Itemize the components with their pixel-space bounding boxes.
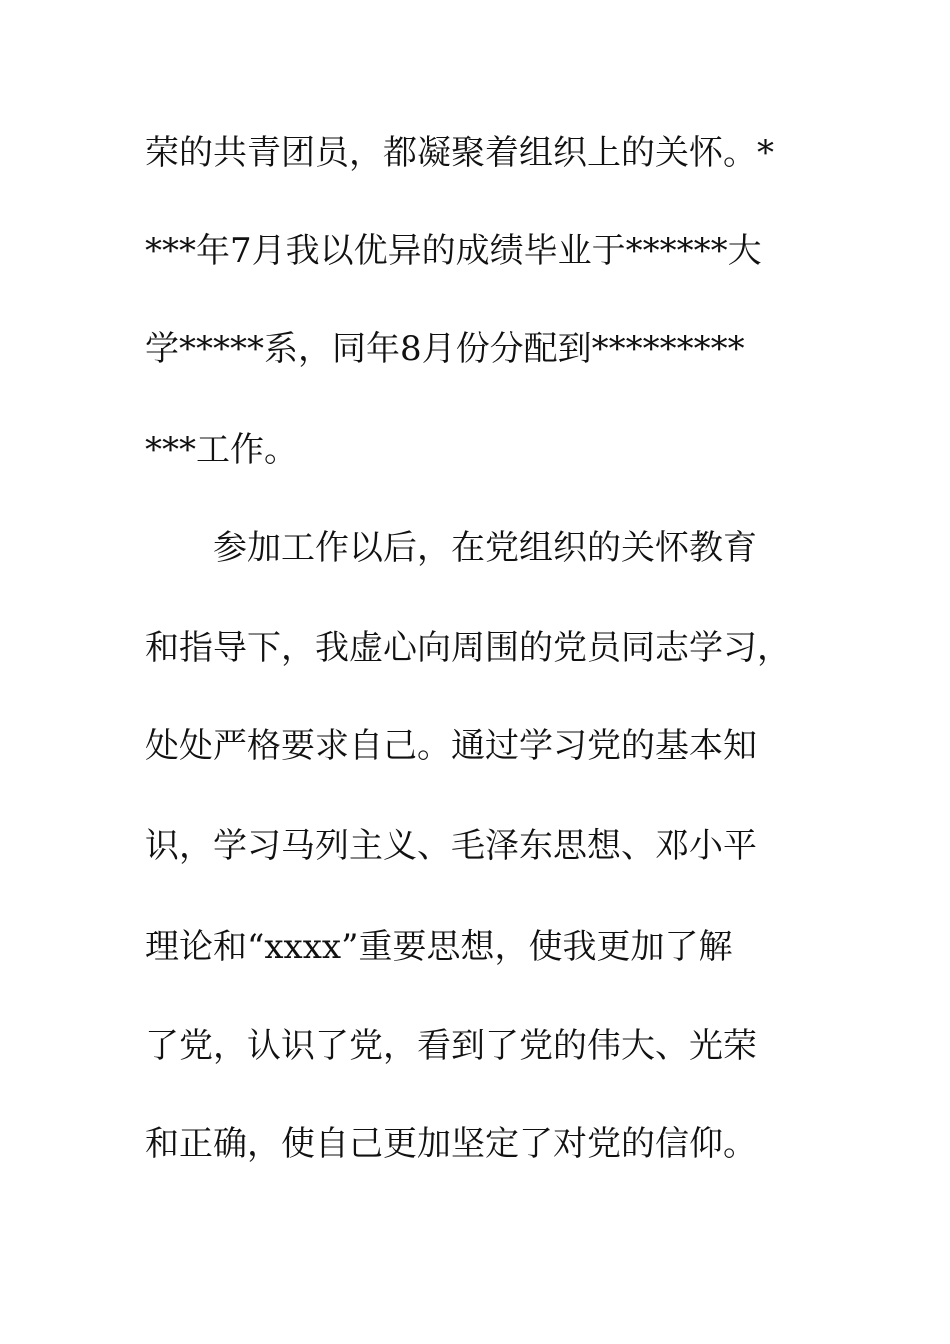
- text-line-7: 处处严格要求自己。通过学习党的基本知: [145, 726, 757, 766]
- text-line-8: 识，学习马列主义、毛泽东思想、邓小平: [145, 826, 757, 866]
- text-line-4: ***工作。: [145, 430, 298, 470]
- text-line-2: ***年7月我以优异的成绩毕业于******大: [145, 231, 762, 271]
- text-line-3: 学*****系，同年8月份分配到*********: [145, 329, 745, 369]
- text-line-11: 和正确，使自己更加坚定了对党的信仰。: [145, 1124, 757, 1164]
- paragraph-2-first-line: 参加工作以后，在党组织的关怀教育: [213, 528, 757, 568]
- text-line-10: 了党，认识了党，看到了党的伟大、光荣: [145, 1026, 757, 1066]
- text-line-1: 荣的共青团员，都凝聚着组织上的关怀。*: [145, 133, 774, 173]
- text-line-6: 和指导下，我虚心向周围的党员同志学习，: [145, 628, 791, 668]
- text-line-9: 理论和“xxxx”重要思想，使我更加了解: [145, 927, 733, 967]
